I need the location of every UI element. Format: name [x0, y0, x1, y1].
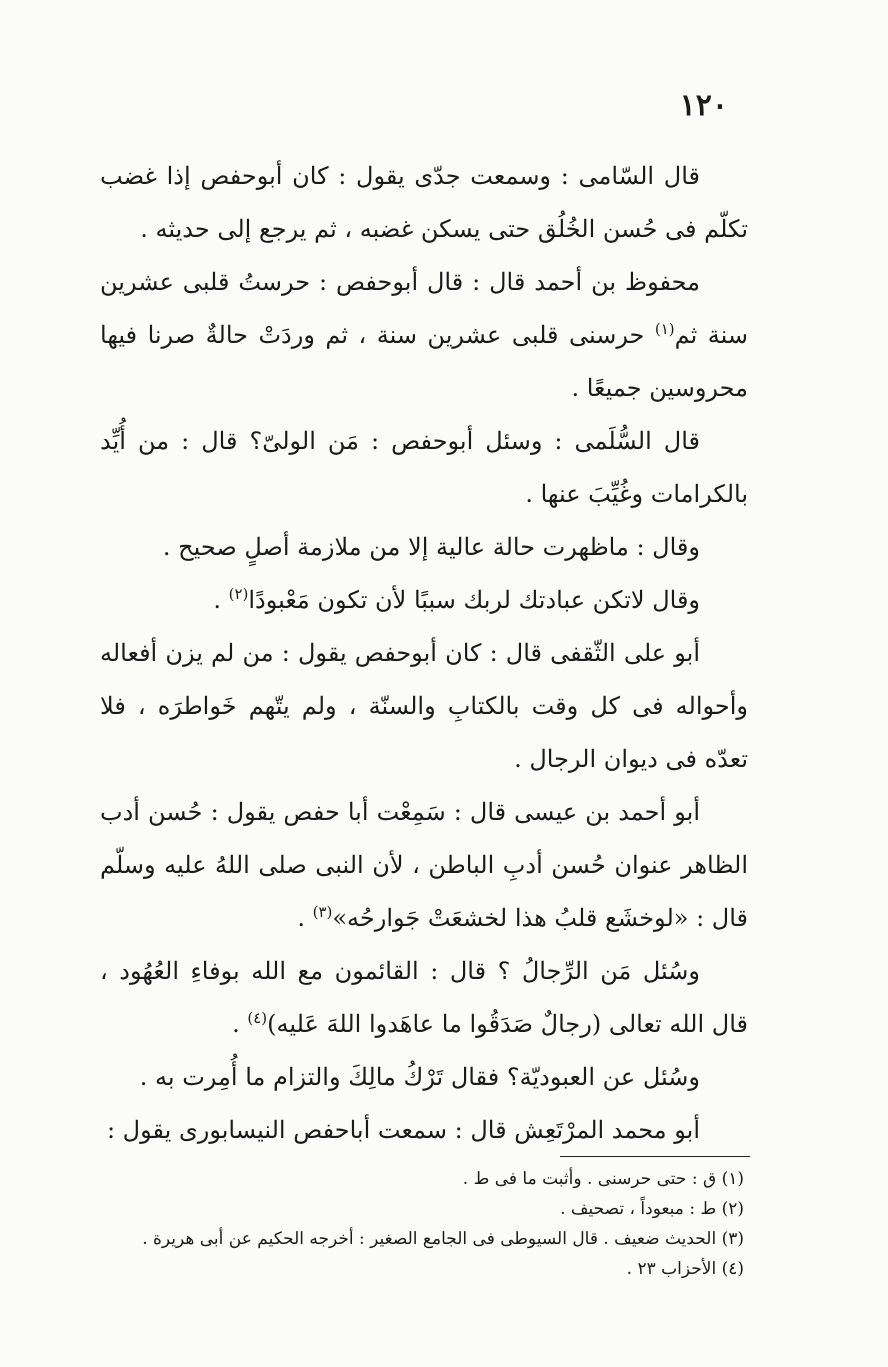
paragraph-text: وسُئل مَن الرِّجالُ ؟ قال : القائمون مع الله بوفاءِ العُهُود ، قال الله تعالى (رجالٌ صَدَقُوا ما عاهَدوا اللهَ عَليه) — [100, 957, 748, 1038]
paragraph-text: قال السّامى : وسمعت جدّى يقول : كان أبوحفص إذا غضب تكلّم فى حُسن الخُلُق حتى يسكن غضبه ، ثم يرجع إلى حديثه . — [100, 162, 748, 243]
footnote-3: (٣) الحديث ضعيف . قال السيوطى فى الجامع الصغير : أخرجه الحكيم عن أبى هريرة . — [142, 1229, 744, 1249]
footnote-divider — [560, 1156, 750, 1157]
paragraph-text-after: . — [213, 586, 229, 614]
footnote-ref-2[interactable]: (٢) — [228, 585, 249, 603]
paragraph-1 — [100, 150, 748, 256]
paragraph-text: وقال : ماظهرت حالة عالية إلا من ملازمة أصلٍ صحيح . — [162, 533, 700, 561]
paragraph-text: أبو محمد المرْتَعِش قال : سمعت أباحفص النيسابورى يقول : — [106, 1116, 700, 1144]
paragraph-9 — [100, 1051, 748, 1104]
footnote-ref-3[interactable]: (٣) — [312, 903, 333, 921]
paragraph-3 — [100, 415, 748, 521]
paragraph-text: وسُئل عن العبوديّة؟ فقال تَرْكُ مالِكَ والتزام ما أُمِرت به . — [139, 1063, 700, 1091]
paragraph-text: أبو أحمد بن عيسى قال : سَمِعْت أبا حفص يقول : حُسن أدب الظاهر عنوان حُسن أدبِ الباطن ، لأن النبى صلى اللهُ عليه وسلّم قال : «لوخشَع قلبُ هذا لخشعَتْ جَوارحُه» — [100, 798, 748, 932]
paragraph-5 — [100, 574, 748, 627]
footnote-4: (٤) الأحزاب ٢٣ . — [626, 1259, 744, 1279]
paragraph-text: وقال لاتكن عبادتك لربك سببًا لأن تكون مَعْبودًا — [248, 586, 700, 614]
paragraph-10 — [100, 1104, 748, 1157]
paragraph-text: أبو على الثّقفى قال : كان أبوحفص يقول : من لم يزن أفعاله وأحواله فى كل وقت بالكتابِ والسنّة ، ولم يتّهم خَواطرَه ، فلا تعدّه فى ديوان الرجال . — [100, 639, 748, 773]
paragraph-7 — [100, 786, 748, 945]
paragraph-text: محفوظ بن أحمد قال : قال أبوحفص : حرستُ قلبى عشرين سنة ثم — [100, 268, 749, 349]
page-number: ١٢٠ — [679, 88, 728, 123]
paragraph-6 — [100, 627, 748, 786]
footnote-1: (١) ق : حتى حرسنى . وأثبت ما فى ط . — [462, 1169, 744, 1189]
paragraph-text: قال السُّلَمى : وسئل أبوحفص : مَن الولىّ؟ قال : من أُيِّد بالكرامات وغُيِّبَ عنها . — [100, 427, 748, 508]
paragraph-4 — [100, 521, 748, 574]
paragraph-text-after: . — [232, 1010, 248, 1038]
paragraph-8 — [100, 945, 748, 1051]
footnote-2: (٢) ط : مبعوداً ، تصحيف . — [560, 1199, 744, 1219]
footnotes — [100, 1164, 748, 1284]
main-text — [100, 150, 748, 1157]
paragraph-2 — [100, 256, 748, 415]
footnote-ref-1[interactable]: (١) — [654, 320, 675, 338]
footnote-ref-4[interactable]: (٤) — [247, 1009, 268, 1027]
paragraph-text-after: . — [297, 904, 313, 932]
paragraph-text-after: حرسنى قلبى عشرين سنة ، ثم وردَتْ حالةٌ صرنا فيها محروسين جميعًا . — [100, 321, 748, 402]
